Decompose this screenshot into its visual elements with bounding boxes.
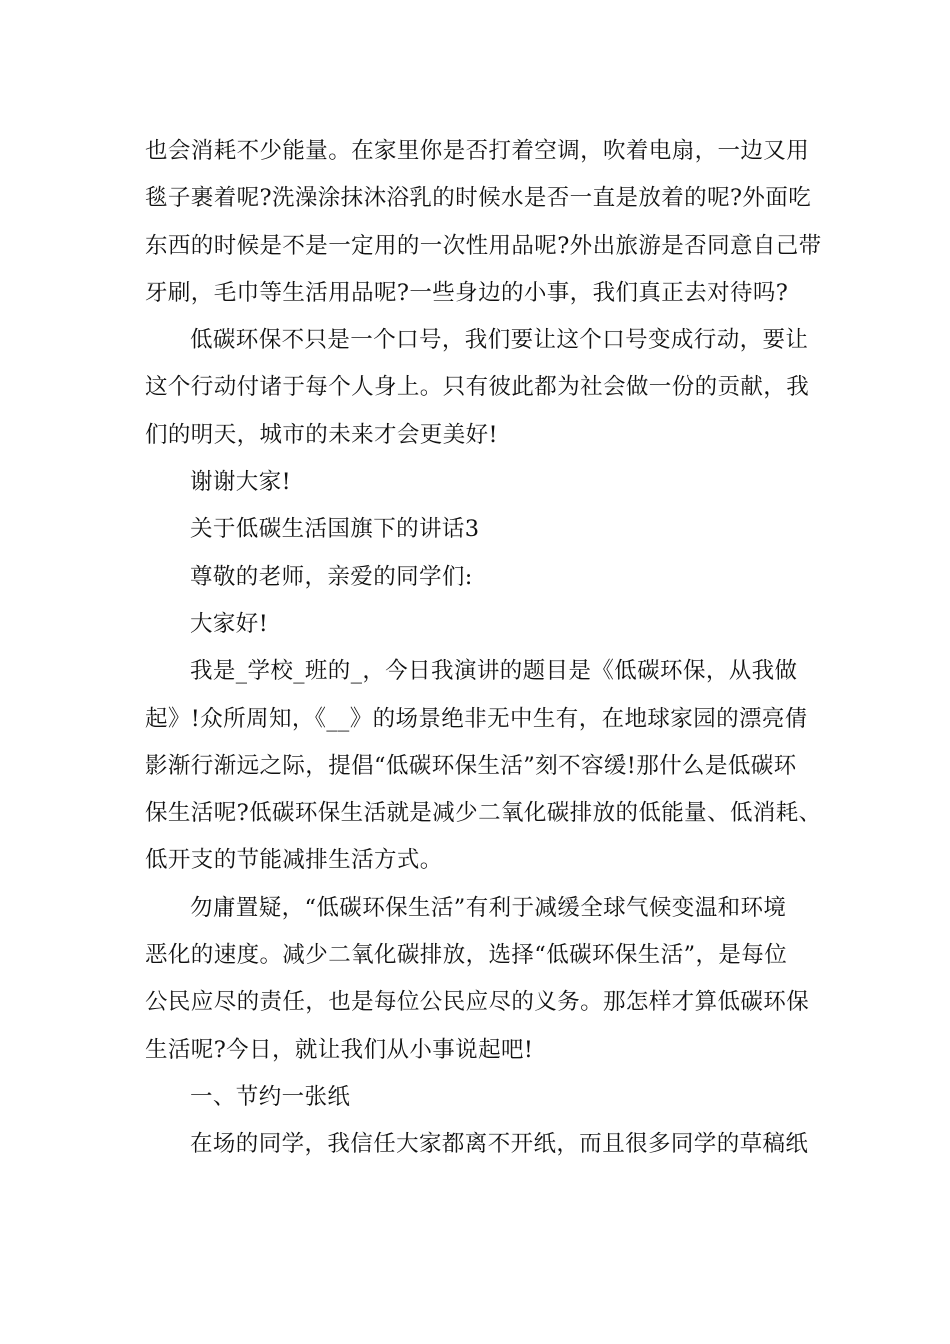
- text-line: 牙刷，毛巾等生活用品呢?一些身边的小事，我们真正去对待吗?: [145, 279, 789, 306]
- text-line: 也会消耗不少能量。在家里你是否打着空调，吹着电扇，一边又用: [145, 138, 810, 164]
- text-line: 生活呢?今日，就让我们从小事说起吧!: [145, 1036, 534, 1063]
- text-line: 在场的同学，我信任大家都离不开纸，而且很多同学的草稿纸: [190, 1131, 809, 1158]
- text-line: 低开支的节能减排生活方式。: [145, 847, 443, 874]
- text-line: 影渐行渐远之际，提倡“低碳环保生活”刻不容缓!那什么是低碳环: [145, 752, 797, 779]
- text-line: 恶化的速度。减少二氧化碳排放，选择“低碳环保生活”，是每位: [145, 942, 788, 969]
- text-line: 尊敬的老师，亲爱的同学们:: [190, 563, 473, 590]
- text-line: 们的明天，城市的未来才会更美好!: [145, 421, 498, 448]
- text-line: 大家好!: [190, 610, 269, 637]
- document-body: [145, 128, 822, 1169]
- text-line: 公民应尽的责任，也是每位公民应尽的义务。那怎样才算低碳环保: [145, 989, 810, 1016]
- text-line: 谢谢大家!: [190, 469, 292, 496]
- text-line: 这个行动付诸于每个人身上。只有彼此都为社会做一份的贡献，我: [145, 374, 810, 401]
- text-line: 起》!众所周知，《__》的场景绝非无中生有，在地球家园的漂亮倩: [145, 705, 808, 732]
- text-line: 一、节约一张纸: [190, 1083, 351, 1110]
- text-line: 保生活呢?低碳环保生活就是减少二氧化碳排放的低能量、低消耗、: [145, 800, 822, 827]
- text-line: 勿庸置疑，“低碳环保生活”有利于减缓全球气候变温和环境: [190, 894, 787, 921]
- text-line: 低碳环保不只是一个口号，我们要让这个口号变成行动，要让: [190, 327, 809, 354]
- text-line: 我是_学校_班的_，今日我演讲的题目是《低碳环保，从我做: [190, 658, 798, 685]
- text-line: 东西的时候是不是一定用的一次性用品呢?外出旅游是否同意自己带: [145, 232, 822, 259]
- text-line: 毯子裹着呢?洗澡涂抹沐浴乳的时候水是否一直是放着的呢?外面吃: [145, 185, 812, 212]
- text-line: 关于低碳生活国旗下的讲话3: [190, 516, 480, 543]
